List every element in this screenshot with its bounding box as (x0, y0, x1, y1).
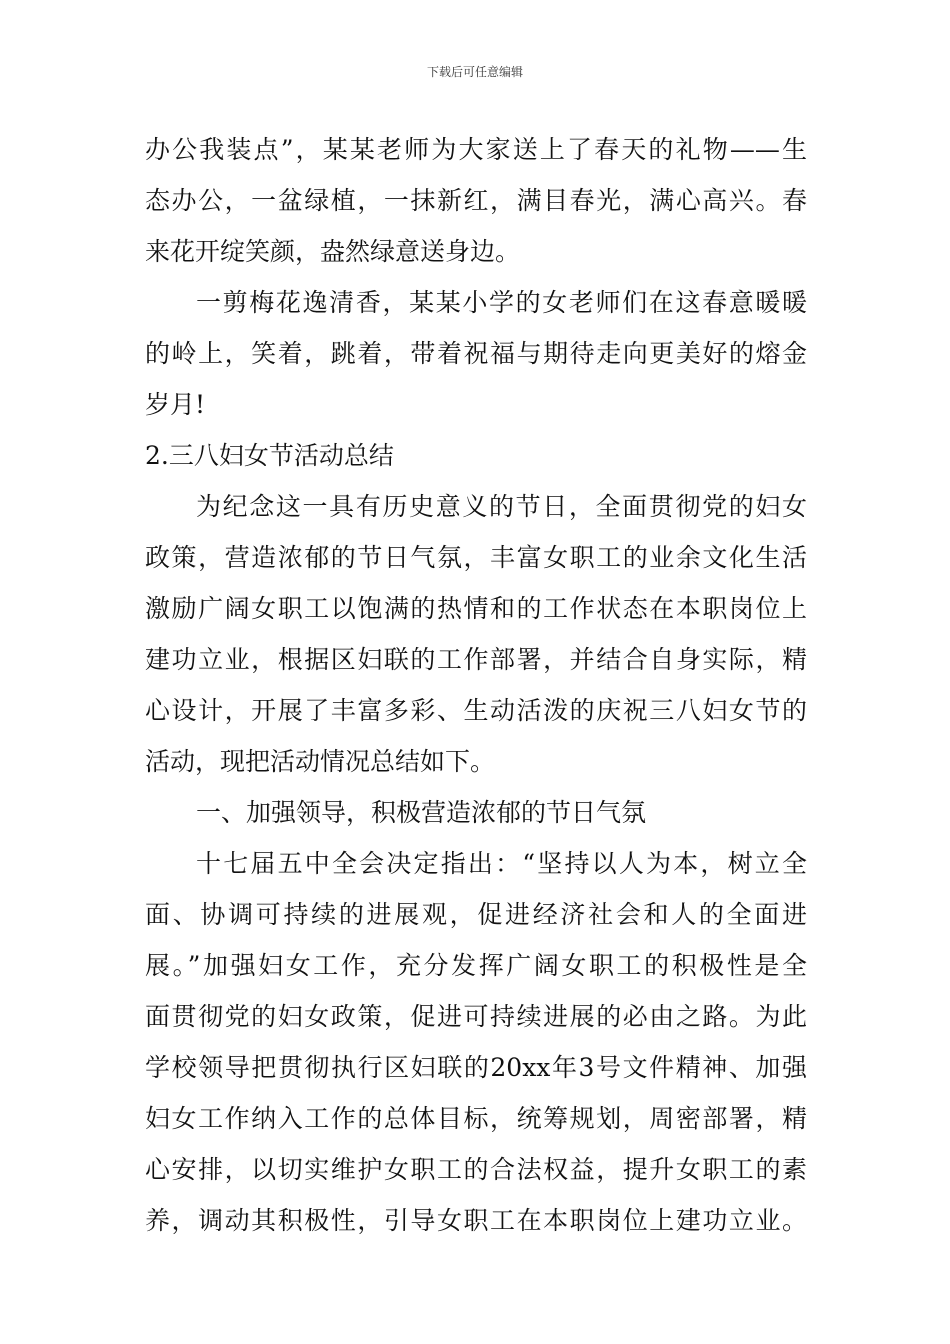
paragraph (145, 838, 807, 1246)
heading-line: 2.三八妇女节活动总结 (145, 441, 394, 470)
text-line: 心安排，以切实维护女职工的合法权益，提升女职工的素 (145, 1155, 807, 1184)
document-body (145, 124, 807, 1246)
text-line: 建功立业，根据区妇联的工作部署，并结合自身实际，精 (145, 645, 807, 674)
page-header: 下载后可任意编辑 (426, 65, 523, 79)
text-line: 的岭上，笑着，跳着，带着祝福与期待走向更美好的熔金 (145, 339, 807, 368)
section-heading (145, 430, 807, 481)
text-line: 养，调动其积极性，引导女职工在本职岗位上建功立业。 (145, 1206, 807, 1235)
text-line: 岁月! (145, 390, 206, 419)
text-line: 面、协调可持续的进展观，促进经济社会和人的全面进 (145, 900, 807, 929)
heading-line: 一、加强领导，积极营造浓郁的节日气氛 (196, 798, 647, 827)
paragraph (145, 481, 807, 787)
paragraph (145, 124, 807, 277)
text-line: 活动，现把活动情况总结如下。 (145, 747, 496, 776)
text-line: 十七届五中全会决定指出：“坚持以人为本，树立全 (196, 849, 807, 878)
text-line: 来花开绽笑颜，盎然绿意送身边。 (145, 237, 521, 266)
text-line: 为纪念这一具有历史意义的节日，全面贯彻党的妇女 (196, 492, 807, 521)
text-line: 激励广阔女职工以饱满的热情和的工作状态在本职岗位上 (145, 594, 807, 623)
text-line: 态办公，一盆绿植，一抹新红，满目春光，满心高兴。春 (145, 186, 807, 215)
text-line: 面贯彻党的妇女政策，促进可持续进展的必由之路。为此 (145, 1002, 807, 1031)
subsection-heading (145, 787, 807, 838)
paragraph (145, 277, 807, 430)
text-line: 学校领导把贯彻执行区妇联的20xx年3号文件精神、加强 (145, 1053, 807, 1082)
text-line: 一剪梅花逸清香，某某小学的女老师们在这春意暖暖 (196, 288, 807, 317)
text-line: 政策，营造浓郁的节日气氛，丰富女职工的业余文化生活 (145, 543, 807, 572)
text-line: 心设计，开展了丰富多彩、生动活泼的庆祝三八妇女节的 (145, 696, 807, 725)
text-line: 展。”加强妇女工作，充分发挥广阔女职工的积极性是全 (145, 951, 807, 980)
text-line: 妇女工作纳入工作的总体目标，统筹规划，周密部署，精 (145, 1104, 807, 1133)
text-line: 办公我装点”，某某老师为大家送上了春天的礼物——生 (145, 135, 807, 164)
